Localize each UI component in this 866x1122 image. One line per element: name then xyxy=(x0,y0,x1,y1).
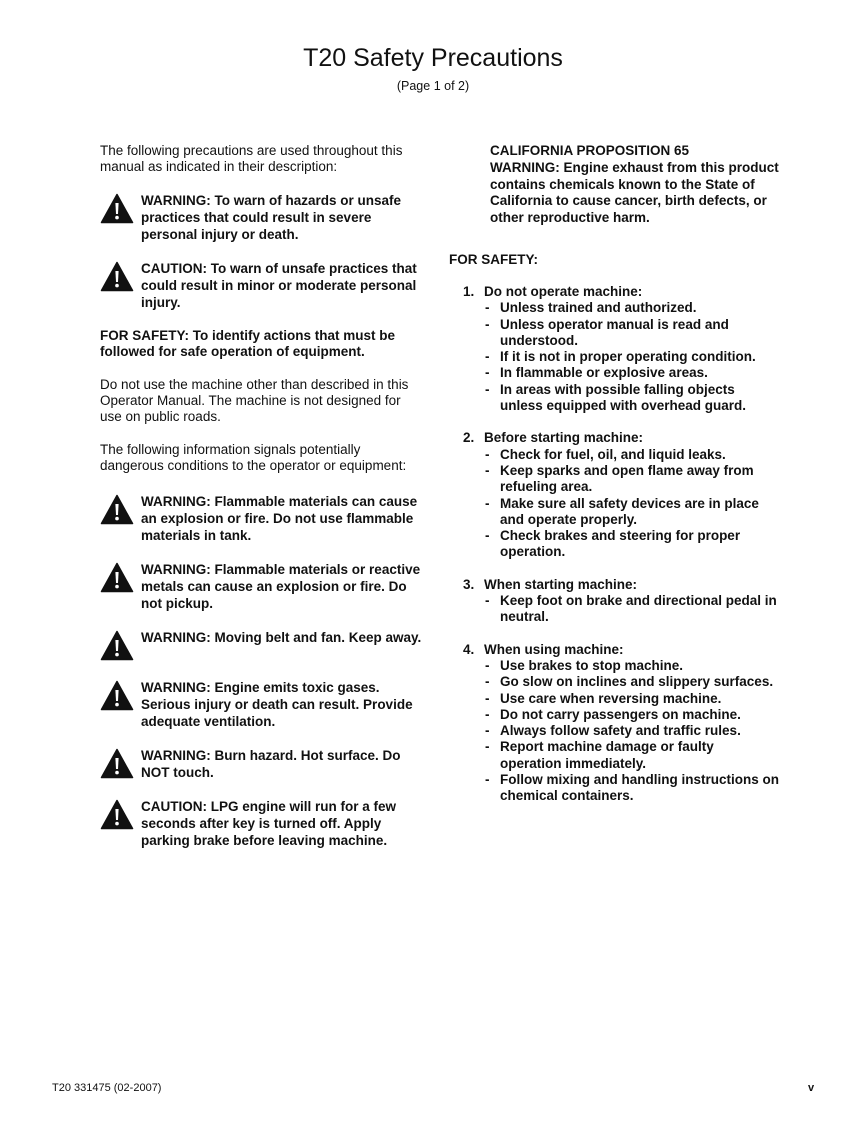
hazard-notice-text: WARNING: Flammable materials or reactive metals can cause an explosion or fire. Do not pickup. xyxy=(141,561,421,611)
hazard-notice xyxy=(100,493,425,544)
step-title: Before starting machine: xyxy=(484,430,644,446)
usage-note: Do not use the machine other than described in this Operator Manual. The machine is not designed for use on public roads. xyxy=(100,376,409,425)
list-item-text: If it is not in proper operating condition. xyxy=(500,349,756,365)
warning-triangle-icon xyxy=(100,799,136,831)
hazard-notice xyxy=(100,629,425,662)
step-title: When starting machine: xyxy=(484,576,638,592)
step-items xyxy=(484,447,779,561)
list-item-text: Go slow on inclines and slippery surfaces. xyxy=(500,674,774,690)
list-item xyxy=(484,349,779,365)
list-item-text: Keep sparks and open flame away from refueling area. xyxy=(500,462,754,495)
hazard-notice-text: CAUTION: To warn of unsafe practices that could result in minor or moderate personal injury. xyxy=(141,260,417,310)
hazard-notice-text: WARNING: To warn of hazards or unsafe practices that could result in severe personal injury or death. xyxy=(141,192,402,242)
dash-bullet: - xyxy=(485,365,490,381)
list-item xyxy=(484,528,779,561)
list-item xyxy=(484,658,779,674)
for-safety-definition: FOR SAFETY: To identify actions that must be followed for safe operation of equipment. xyxy=(100,327,396,360)
warning-triangle-icon xyxy=(100,494,136,526)
right-column xyxy=(449,143,779,821)
dash-bullet: - xyxy=(485,446,490,462)
dash-bullet: - xyxy=(485,300,490,316)
warning-triangle-icon xyxy=(100,630,136,662)
list-item xyxy=(484,496,779,529)
list-item-text: Make sure all safety devices are in place and operate properly. xyxy=(500,495,759,527)
list-item xyxy=(484,300,779,316)
warning-triangle-icon xyxy=(100,261,136,293)
step-number: 3. xyxy=(463,576,475,592)
intro-text: The following precautions are used throughout this manual as indicated in their description: xyxy=(100,143,403,175)
dash-bullet: - xyxy=(485,723,490,739)
list-item-text: Always follow safety and traffic rules. xyxy=(500,723,741,739)
signals-intro: The following information signals potentially dangerous conditions to the operator or equipment: xyxy=(100,441,407,474)
hazard-notice xyxy=(100,798,425,849)
prop65-block xyxy=(490,143,779,227)
step-number: 4. xyxy=(463,641,475,657)
dash-bullet: - xyxy=(485,528,490,544)
warning-triangle-icon xyxy=(100,562,136,594)
hazard-notice xyxy=(100,260,425,311)
list-item xyxy=(484,739,779,772)
hazard-notice xyxy=(100,192,425,243)
safety-step xyxy=(449,430,779,560)
page-title: T20 Safety Precautions xyxy=(303,44,563,72)
step-number: 1. xyxy=(463,283,475,299)
dash-bullet: - xyxy=(485,593,490,609)
list-item-text: Use care when reversing machine. xyxy=(500,690,722,706)
step-title: When using machine: xyxy=(484,641,624,657)
hazard-notice xyxy=(100,747,425,781)
list-item xyxy=(484,365,779,381)
definition-list xyxy=(100,192,425,311)
dash-bullet: - xyxy=(485,657,490,673)
list-item-text: Check brakes and steering for proper operation. xyxy=(500,528,741,560)
safety-step xyxy=(449,577,779,626)
dash-bullet: - xyxy=(485,690,490,706)
list-item-text: Report machine damage or faulty operation immediately. xyxy=(500,739,714,771)
list-item-text: In flammable or explosive areas. xyxy=(500,365,708,381)
step-items xyxy=(484,593,779,626)
warning-triangle-icon xyxy=(100,748,136,780)
step-number: 2. xyxy=(463,430,475,446)
list-item xyxy=(484,691,779,707)
dash-bullet: - xyxy=(485,706,490,722)
footer-doc-id: T20 331475 (02-2007) xyxy=(52,1082,162,1094)
list-item-text: Follow mixing and handling instructions on chemical containers. xyxy=(500,772,779,804)
dash-bullet: - xyxy=(485,381,490,397)
dash-bullet: - xyxy=(485,739,490,755)
dash-bullet: - xyxy=(485,674,490,690)
warning-triangle-icon xyxy=(100,680,136,712)
list-item xyxy=(484,772,779,805)
hazard-notice xyxy=(100,679,425,730)
prop65-text: WARNING: Engine exhaust from this product contains chemicals known to the State of California to cause cancer, birth defects, or other reproductive harm. xyxy=(490,159,779,226)
warning-triangle-icon xyxy=(100,193,136,225)
dash-bullet: - xyxy=(485,495,490,511)
safety-step xyxy=(449,642,779,805)
hazard-notice xyxy=(100,561,425,612)
for-safety-heading: FOR SAFETY: xyxy=(449,251,538,267)
list-item xyxy=(484,317,779,350)
page-subtitle: (Page 1 of 2) xyxy=(396,79,470,93)
footer-page-number: v xyxy=(808,1082,815,1094)
step-title: Do not operate machine: xyxy=(484,283,643,299)
list-item-text: Unless operator manual is read and understood. xyxy=(500,316,729,348)
hazard-notice-text: CAUTION: LPG engine will run for a few seconds after key is turned off. Apply parking brake before leaving machine. xyxy=(141,798,397,848)
dash-bullet: - xyxy=(485,772,490,787)
list-item xyxy=(484,723,779,739)
hazard-notice-text: WARNING: Flammable materials can cause an explosion or fire. Do not use flammable materials in tank. xyxy=(141,493,418,543)
list-item-text: In areas with possible falling objects unless equipped with overhead guard. xyxy=(500,381,747,414)
hazard-notice-text: WARNING: Engine emits toxic gases. Serious injury or death can result. Provide adequate ventilation. xyxy=(141,679,413,729)
hazard-notice-text: WARNING: Moving belt and fan. Keep away. xyxy=(141,629,422,645)
list-item-text: Do not carry passengers on machine. xyxy=(500,706,741,722)
list-item-text: Unless trained and authorized. xyxy=(500,300,697,316)
signal-list xyxy=(100,493,425,849)
list-item-text: Check for fuel, oil, and liquid leaks. xyxy=(500,446,726,462)
list-item xyxy=(484,447,779,463)
step-items xyxy=(484,300,779,414)
safety-step xyxy=(449,284,779,414)
left-column xyxy=(100,143,425,866)
list-item xyxy=(484,674,779,690)
list-item xyxy=(484,463,779,496)
list-item xyxy=(484,593,779,626)
list-item xyxy=(484,382,779,415)
list-item-text: Use brakes to stop machine. xyxy=(500,657,684,673)
dash-bullet: - xyxy=(485,316,490,332)
list-item xyxy=(484,707,779,723)
safety-steps-list xyxy=(449,284,779,805)
step-items xyxy=(484,658,779,805)
hazard-notice-text: WARNING: Burn hazard. Hot surface. Do NOT touch. xyxy=(141,747,401,780)
prop65-title: CALIFORNIA PROPOSITION 65 xyxy=(490,143,690,158)
dash-bullet: - xyxy=(485,349,490,365)
list-item-text: Keep foot on brake and directional pedal in neutral. xyxy=(500,593,777,625)
dash-bullet: - xyxy=(485,462,490,478)
